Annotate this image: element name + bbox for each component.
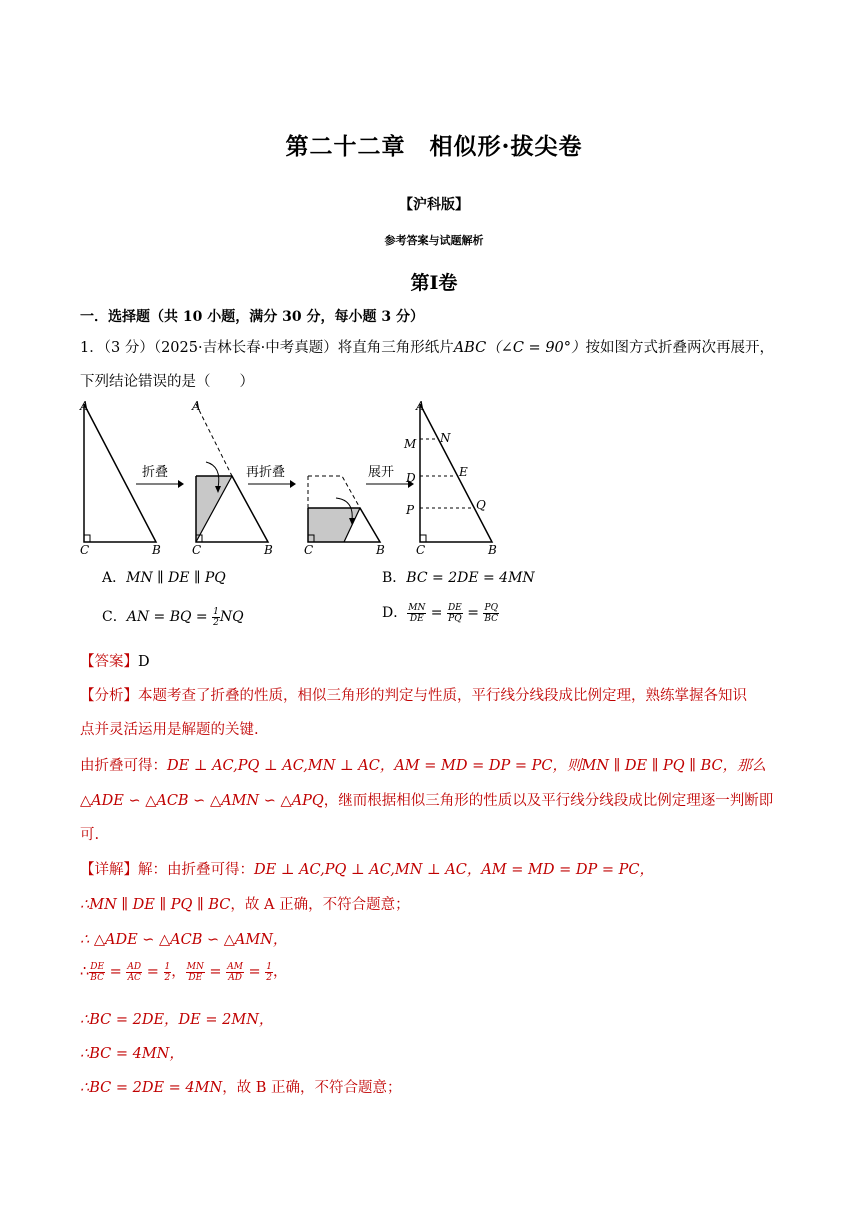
volume-heading: 第Ⅰ卷 — [410, 272, 458, 294]
answer-tag: 【答案】 — [80, 654, 138, 670]
option-b-text: BC = 2DE = 4MN — [406, 570, 535, 586]
label-c-4: C — [416, 543, 426, 557]
label-p: P — [406, 503, 415, 517]
frac-ad-ac: $\frac{AD}{AC}$ — [127, 961, 142, 983]
triangle-folded-twice — [304, 476, 385, 557]
detail-line-4: ∴ $\frac{DE}{BC}$ = $\frac{AD}{AC}$ = $\frac{1}{2}$ ， $\frac{MN}{DE}$ = $\frac{AM}{AD}$ = $\frac{1}{2}$ ， — [80, 961, 288, 983]
arrow-fold — [136, 464, 184, 488]
question-stem-tail: 按如图方式折叠两次再展开， — [585, 340, 775, 356]
edition-label: 【沪科版】 — [399, 197, 469, 213]
option-d-label: D． — [382, 605, 408, 621]
analysis-math-4: △ADE ∽ △ACB ∽ △AMN ∽ △APQ — [80, 793, 324, 809]
detail-line-2 — [80, 893, 410, 914]
detail-math-5: ∴BC = 2DE，DE = 2MN， — [80, 1012, 274, 1028]
option-d-fraction-1: $\frac{MN}{DE}$ — [408, 602, 426, 624]
triangle-unfolded — [403, 399, 497, 557]
analysis-line-3 — [80, 754, 766, 775]
detail-text-1a: 解：由折叠可得： — [138, 862, 254, 878]
label-c-3: C — [304, 543, 314, 557]
detail-math-7: ∴BC = 2DE = 4MN — [80, 1080, 223, 1096]
analysis-line-5: 可. — [80, 827, 100, 843]
analysis-math-3: DE ⊥ AC,PQ ⊥ AC,MN ⊥ AC，AM = MD = DP = PC，则MN ∥ DE ∥ PQ ∥ BC，那么 — [167, 758, 767, 774]
label-m: M — [404, 437, 417, 451]
arrow-unfold-label: 展开 — [368, 465, 395, 480]
label-b: B — [152, 543, 161, 557]
frac-am-ad: $\frac{AM}{AD}$ — [227, 961, 243, 983]
frac-one-half-2: $\frac{1}{2}$ — [266, 961, 273, 983]
page-title: 第二十二章 相似形·拔尖卷 — [285, 133, 583, 160]
label-b-2: B — [264, 543, 273, 557]
analysis-text-3a: 由折叠可得： — [80, 758, 167, 774]
detail-math-1: DE ⊥ AC,PQ ⊥ AC,MN ⊥ AC，AM = MD = DP = PC， — [254, 862, 654, 878]
detail-math-6: ∴BC = 4MN， — [80, 1046, 184, 1062]
option-b-label: B． — [382, 570, 407, 586]
question-stem-line1 — [80, 336, 774, 357]
frac-one-half: $\frac{1}{2}$ — [164, 961, 171, 983]
answer-line — [80, 650, 150, 671]
label-q: Q — [476, 498, 486, 512]
analysis-line-1 — [80, 684, 747, 705]
label-a-2: A — [192, 399, 201, 413]
detail-math-2: ∴MN ∥ DE ∥ PQ ∥ BC — [80, 897, 231, 913]
question-score: （3 分） — [103, 340, 154, 356]
detail-text-2b: ，故 A 正确，不符合题意； — [230, 897, 410, 913]
arrow-fold-again — [246, 464, 296, 488]
arrow-fold-again-label: 再折叠 — [246, 465, 286, 480]
option-c-label: C． — [102, 609, 127, 625]
equals-sign: = — [426, 605, 447, 621]
detail-text-7b: ，故 B 正确，不符合题意； — [222, 1080, 402, 1096]
detail-line-5 — [80, 1008, 273, 1029]
label-b-3: B — [376, 543, 385, 557]
label-e: E — [459, 465, 468, 479]
angle-condition: （∠C = 90°） — [486, 340, 586, 356]
question-stem-text: 将直角三角形纸片 — [337, 340, 454, 356]
frac-mn-de: $\frac{MN}{DE}$ — [186, 961, 204, 983]
answer-value: D — [138, 654, 150, 670]
option-d[interactable] — [382, 602, 499, 624]
option-a[interactable] — [102, 567, 226, 587]
question-source: （2025·吉林长春·中考真题） — [153, 340, 338, 356]
option-c-fraction: $\frac{1}{2}$ — [213, 606, 219, 628]
page-subtitle: 参考答案与试题解析 — [384, 234, 484, 247]
label-a-4: A — [416, 399, 425, 413]
detail-line-1 — [80, 858, 654, 879]
triangle-name: ABC — [453, 340, 487, 356]
analysis-tag: 【分析】 — [80, 688, 138, 704]
label-n: N — [440, 431, 451, 445]
analysis-line-4 — [80, 789, 773, 810]
analysis-text-1: 本题考查了折叠的性质，相似三角形的判定与性质，平行线分线段成比例定理，熟练掌握各知识 — [138, 688, 747, 704]
question-stem-line2: 下列结论错误的是（ ） — [80, 374, 254, 390]
label-d: D — [406, 471, 416, 485]
option-d-fraction-2: $\frac{DE}{PQ}$ — [447, 602, 462, 624]
folding-figure — [70, 396, 510, 558]
detail-line-3 — [80, 928, 287, 949]
section-heading: 一．选择题（共 10 小题，满分 30 分，每小题 3 分） — [80, 309, 424, 325]
option-a-text: MN ∥ DE ∥ PQ — [126, 570, 226, 586]
label-b-4: B — [488, 543, 497, 557]
analysis-line-2: 点并灵活运用是解题的关键. — [80, 722, 259, 738]
detail-line-6 — [80, 1042, 184, 1063]
label-c-2: C — [192, 543, 202, 557]
analysis-text-4b: ，继而根据相似三角形的性质以及平行线分线段成比例定理逐一判断即 — [323, 793, 774, 809]
option-b[interactable] — [382, 567, 535, 587]
equals-sign: = — [462, 605, 484, 621]
option-c[interactable] — [102, 606, 244, 628]
label-c: C — [80, 543, 90, 557]
option-c-text-b: NQ — [219, 609, 244, 625]
question-number: 1． — [80, 340, 104, 356]
arrow-fold-label: 折叠 — [142, 465, 169, 480]
label-a: A — [80, 399, 89, 413]
detail-tag: 【详解】 — [80, 862, 138, 878]
option-a-label: A． — [102, 570, 127, 586]
detail-math-3: ∴ △ADE ∽ △ACB ∽ △AMN， — [80, 932, 288, 948]
option-d-fraction-3: $\frac{PQ}{BC}$ — [484, 602, 499, 624]
therefore-symbol: ∴ — [80, 964, 90, 980]
option-c-text-a: AN = BQ = — [126, 609, 213, 625]
detail-line-7 — [80, 1076, 402, 1097]
frac-de-bc: $\frac{DE}{BC}$ — [90, 961, 105, 983]
